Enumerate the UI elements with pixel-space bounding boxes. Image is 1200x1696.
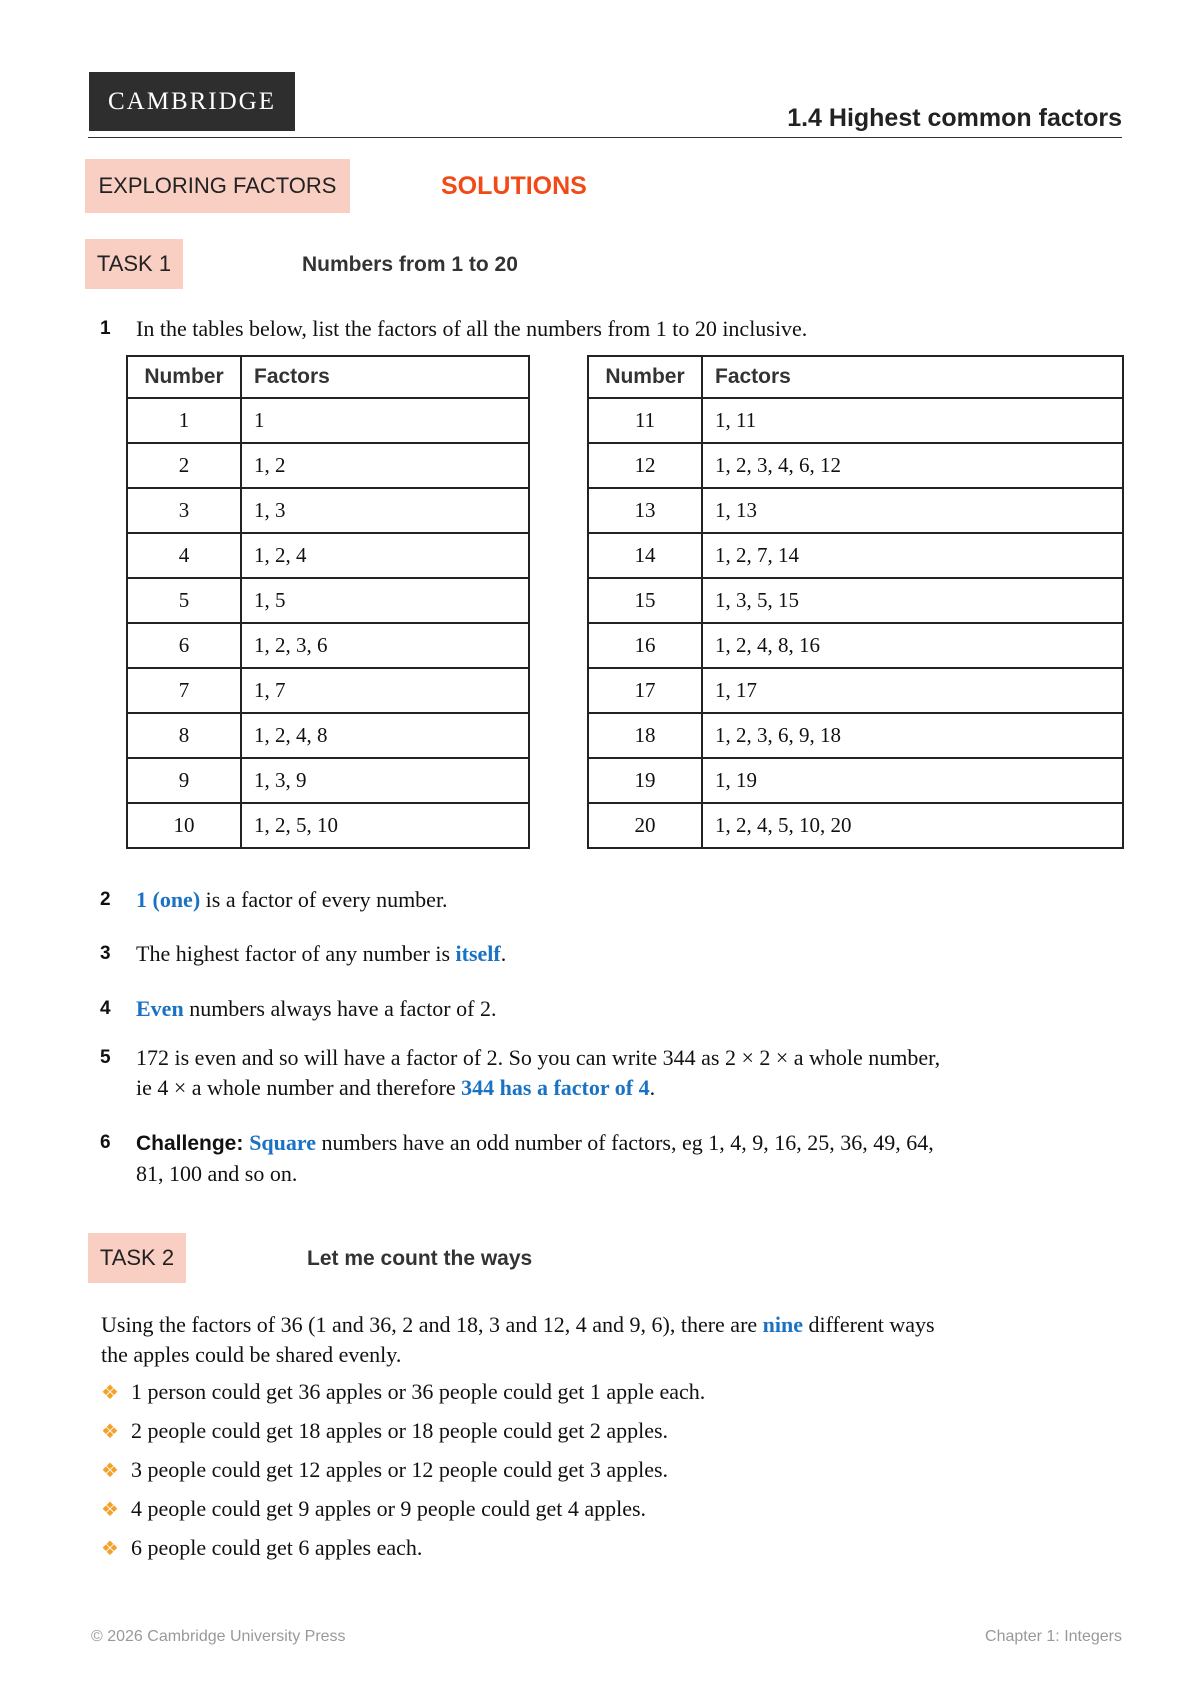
factors-cell: 1, 2, 5, 10 xyxy=(241,803,529,848)
q6-line2: 81, 100 and so on. xyxy=(136,1161,298,1186)
q2-text xyxy=(136,885,448,915)
q6-line1 xyxy=(136,1128,1126,1159)
factors-cell: 1, 7 xyxy=(241,668,529,713)
number-cell: 4 xyxy=(127,533,241,578)
intro-after: different ways xyxy=(803,1312,935,1337)
q5-number: 5 xyxy=(100,1047,111,1068)
number-cell: 14 xyxy=(588,533,702,578)
number-cell: 16 xyxy=(588,623,702,668)
task2-intro-line1 xyxy=(101,1310,1126,1340)
bullet-text: 3 people could get 12 apples or 12 people could get 3 apples. xyxy=(131,1457,669,1482)
factors-cell: 1, 2, 3, 6, 9, 18 xyxy=(702,713,1123,758)
table-header-row xyxy=(588,356,1123,398)
factors-cell: 1, 17 xyxy=(702,668,1123,713)
list-item xyxy=(101,1416,1126,1447)
factors-cell: 1, 2, 7, 14 xyxy=(702,533,1123,578)
q3-text xyxy=(136,939,506,969)
number-cell: 11 xyxy=(588,398,702,443)
solutions-heading: SOLUTIONS xyxy=(441,172,587,200)
q5-text xyxy=(136,1043,1126,1103)
task2-intro xyxy=(101,1310,1126,1370)
factors-cell: 1, 13 xyxy=(702,488,1123,533)
number-header: Number xyxy=(588,356,702,398)
number-cell: 20 xyxy=(588,803,702,848)
task1-title: Numbers from 1 to 20 xyxy=(302,253,518,276)
factors-cell: 1, 5 xyxy=(241,578,529,623)
q5-line2-before: ie 4 × a whole number and therefore xyxy=(136,1075,462,1100)
q6-answer: Square xyxy=(249,1130,317,1155)
number-cell: 9 xyxy=(127,758,241,803)
number-cell: 15 xyxy=(588,578,702,623)
q3-before: The highest factor of any number is xyxy=(136,941,456,966)
q4-number: 4 xyxy=(100,998,111,1019)
intro-before: Using the factors of 36 (1 and 36, 2 and 18, 3 and 12, 4 and 9, 6), there are xyxy=(101,1312,763,1337)
diamond-bullet-icon: ❖ xyxy=(101,1382,119,1404)
factors-cell: 1, 3 xyxy=(241,488,529,533)
factors-header: Factors xyxy=(702,356,1123,398)
number-cell: 12 xyxy=(588,443,702,488)
number-cell: 2 xyxy=(127,443,241,488)
number-cell: 19 xyxy=(588,758,702,803)
q1-number: 1 xyxy=(100,318,111,339)
q3-answer: itself xyxy=(455,941,501,966)
factors-cell: 1, 11 xyxy=(702,398,1123,443)
cambridge-logo xyxy=(89,72,295,131)
q5-line2 xyxy=(136,1073,1126,1103)
number-cell: 8 xyxy=(127,713,241,758)
task2-tag: TASK 2 xyxy=(88,1233,186,1283)
number-cell: 17 xyxy=(588,668,702,713)
factors-cell: 1, 2, 4, 5, 10, 20 xyxy=(702,803,1123,848)
task2-title: Let me count the ways xyxy=(307,1247,533,1270)
q4-rest: numbers always have a factor of 2. xyxy=(183,996,497,1021)
q5-line1: 172 is even and so will have a factor of 2. So you can write 344 as 2 × 2 × a whole number, xyxy=(136,1045,941,1070)
table-row xyxy=(588,758,1123,803)
diamond-bullet-icon: ❖ xyxy=(101,1499,119,1521)
factors-cell: 1, 2 xyxy=(241,443,529,488)
footer-copyright: © 2026 Cambridge University Press xyxy=(91,1628,346,1645)
number-cell: 1 xyxy=(127,398,241,443)
number-cell: 18 xyxy=(588,713,702,758)
q5-answer: 344 has a factor of 4 xyxy=(461,1075,650,1100)
factors-cell: 1, 19 xyxy=(702,758,1123,803)
intro-answer: nine xyxy=(762,1312,804,1337)
bullet-text: 6 people could get 6 apples each. xyxy=(131,1535,423,1560)
q6-number: 6 xyxy=(100,1132,111,1153)
q5-after: . xyxy=(649,1075,656,1100)
table-row xyxy=(127,398,529,443)
factors-cell: 1, 2, 3, 4, 6, 12 xyxy=(702,443,1123,488)
q2-answer: 1 (one) xyxy=(136,887,201,912)
table-row xyxy=(588,443,1123,488)
bullet-text: 1 person could get 36 apples or 36 people could get 1 apple each. xyxy=(131,1379,706,1404)
factors-cell: 1, 2, 4, 8, 16 xyxy=(702,623,1123,668)
table-header-row xyxy=(127,356,529,398)
table-row xyxy=(127,758,529,803)
bullet-text: 4 people could get 9 apples or 9 people could get 4 apples. xyxy=(131,1496,647,1521)
list-item xyxy=(101,1455,1126,1486)
list-item xyxy=(101,1377,1126,1408)
q6-text xyxy=(136,1128,1126,1189)
factors-cell: 1, 2, 3, 6 xyxy=(241,623,529,668)
footer-chapter: Chapter 1: Integers xyxy=(985,1628,1122,1645)
header-rule xyxy=(88,137,1122,138)
q4-text xyxy=(136,994,496,1024)
number-cell: 5 xyxy=(127,578,241,623)
q2-number: 2 xyxy=(100,889,111,910)
logo-text: CAMBRIDGE xyxy=(107,87,276,115)
factors-cell: 1, 3, 9 xyxy=(241,758,529,803)
number-cell: 3 xyxy=(127,488,241,533)
number-cell: 6 xyxy=(127,623,241,668)
q3-number: 3 xyxy=(100,943,111,964)
table-row xyxy=(127,488,529,533)
factors-cell: 1, 2, 4 xyxy=(241,533,529,578)
q1-text: In the tables below, list the factors of all the numbers from 1 to 20 inclusive. xyxy=(136,316,808,341)
table-row xyxy=(588,533,1123,578)
q6-line1-rest: numbers have an odd number of factors, eg 1, 4, 9, 16, 25, 36, 49, 64, xyxy=(316,1130,934,1155)
number-cell: 10 xyxy=(127,803,241,848)
number-header: Number xyxy=(127,356,241,398)
task1-tag: TASK 1 xyxy=(85,239,183,289)
q2-rest: is a factor of every number. xyxy=(200,887,448,912)
table-row xyxy=(588,803,1123,848)
list-item xyxy=(101,1533,1126,1564)
table-row xyxy=(588,488,1123,533)
number-cell: 13 xyxy=(588,488,702,533)
factors-cell: 1, 2, 4, 8 xyxy=(241,713,529,758)
section-title: 1.4 Highest common factors xyxy=(787,104,1122,132)
table-row xyxy=(127,623,529,668)
factors-table-right xyxy=(587,355,1124,849)
diamond-bullet-icon: ❖ xyxy=(101,1421,119,1443)
diamond-bullet-icon: ❖ xyxy=(101,1538,119,1560)
table-row xyxy=(588,398,1123,443)
factors-cell: 1, 3, 5, 15 xyxy=(702,578,1123,623)
list-item xyxy=(101,1494,1126,1525)
q4-answer: Even xyxy=(136,996,184,1021)
table-row xyxy=(588,578,1123,623)
table-row xyxy=(588,623,1123,668)
table-row xyxy=(127,803,529,848)
table-row xyxy=(127,533,529,578)
task2-bullet-list xyxy=(101,1377,1126,1572)
factors-header: Factors xyxy=(241,356,529,398)
factors-table-left xyxy=(126,355,530,849)
table-row xyxy=(588,668,1123,713)
exploring-factors-tag: EXPLORING FACTORS xyxy=(85,159,350,213)
factors-cell: 1 xyxy=(241,398,529,443)
table-row xyxy=(127,578,529,623)
q3-after: . xyxy=(500,941,507,966)
number-cell: 7 xyxy=(127,668,241,713)
table-row xyxy=(127,713,529,758)
table-row xyxy=(127,443,529,488)
diamond-bullet-icon: ❖ xyxy=(101,1460,119,1482)
task2-intro-line2: the apples could be shared evenly. xyxy=(101,1342,402,1367)
table-row xyxy=(127,668,529,713)
q6-label: Challenge: xyxy=(136,1132,250,1155)
table-row xyxy=(588,713,1123,758)
bullet-text: 2 people could get 18 apples or 18 people could get 2 apples. xyxy=(131,1418,669,1443)
